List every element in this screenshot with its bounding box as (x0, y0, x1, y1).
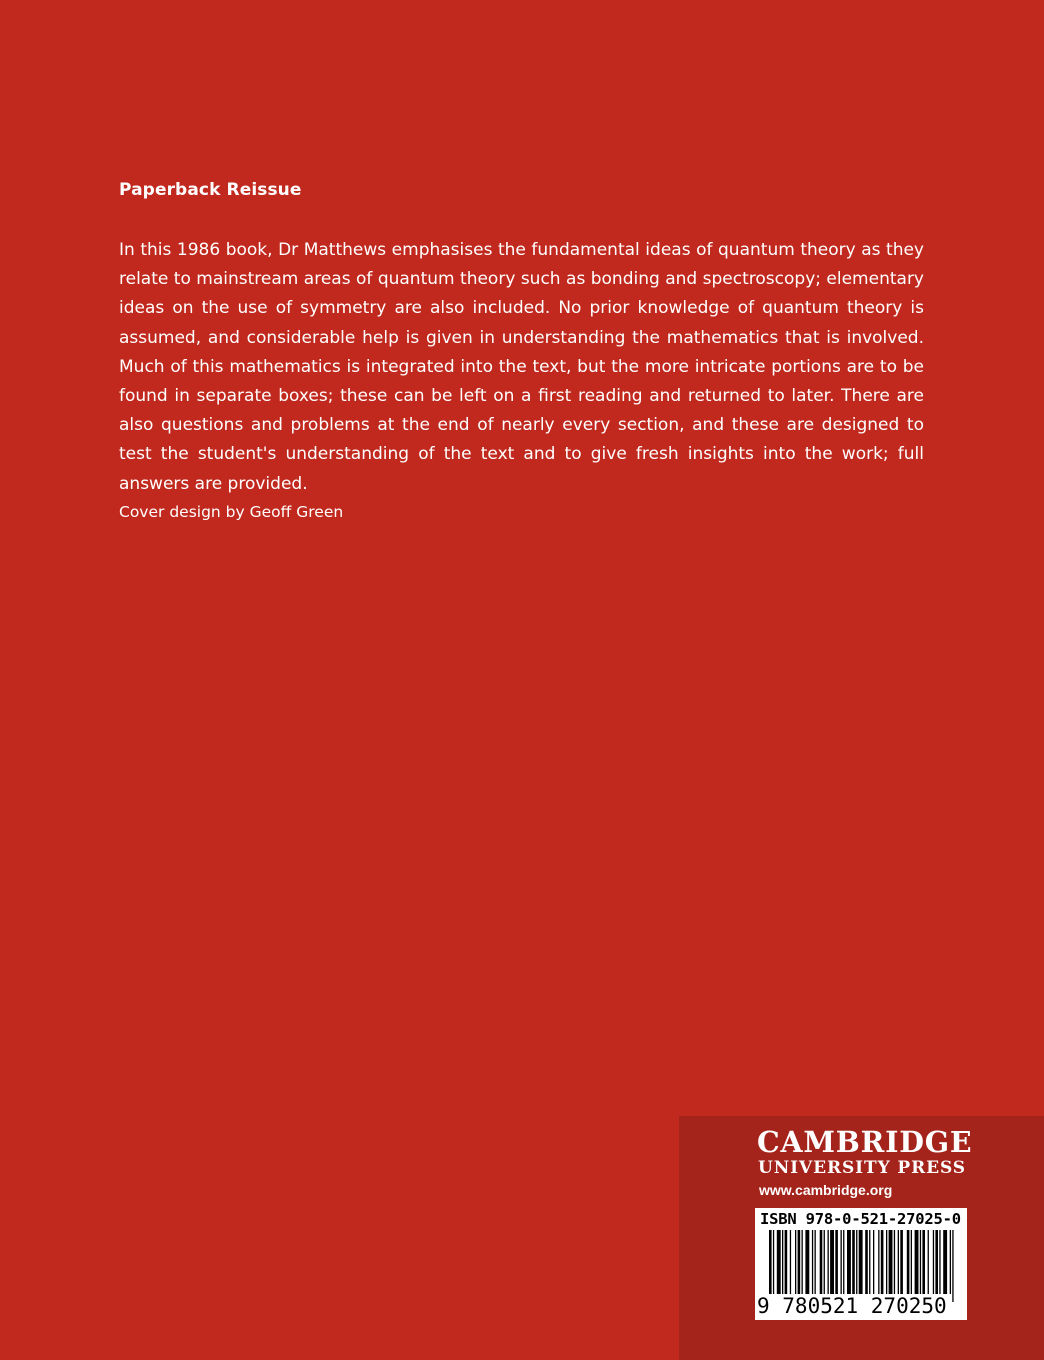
barcode-bar (824, 1230, 825, 1294)
barcode-bar (785, 1230, 788, 1294)
publisher-subtitle: UNIVERSITY PRESS (758, 1158, 966, 1178)
barcode-bar (889, 1230, 893, 1294)
barcode-bar (802, 1230, 803, 1294)
barcode-bar (830, 1230, 834, 1294)
barcode-bar (852, 1230, 855, 1294)
barcode-bar (935, 1230, 938, 1294)
barcode-bar (915, 1230, 919, 1294)
isbn-barcode (755, 1208, 967, 1320)
barcode-bar (928, 1230, 929, 1294)
barcode-bar (900, 1230, 903, 1294)
cover-design-credit: Cover design by Geoff Green (119, 503, 344, 521)
isbn-label: ISBN 978-0-521-27025-0 (760, 1210, 961, 1228)
barcode-bar (795, 1230, 796, 1294)
barcode-bar (782, 1230, 783, 1294)
barcode-bar (869, 1230, 870, 1294)
barcode-bar (856, 1230, 857, 1294)
barcode-bar (933, 1230, 934, 1294)
barcode-bar (859, 1230, 863, 1294)
barcode-bar (920, 1230, 921, 1294)
barcode-bar (773, 1230, 774, 1302)
barcode-bar (828, 1230, 829, 1294)
barcode-bar (894, 1230, 895, 1294)
barcode-bar (939, 1230, 940, 1294)
reissue-heading: Paperback Reissue (119, 180, 302, 200)
barcode-bar (898, 1230, 899, 1302)
barcode-bar (815, 1230, 816, 1294)
barcode-bar (911, 1230, 912, 1294)
barcode-bar (777, 1230, 781, 1294)
barcode-bar (881, 1230, 884, 1294)
book-description: In this 1986 book, Dr Matthews emphasises the fundamental ideas of quantum theory as they relate to mainstream areas of quantum theory such as bonding and spectroscopy; elementary ideas on the use of symmetry are also included. No prior knowledge of quantum theory is assumed, and considerable help is given in understanding the mathematics that is involved. Much of this mathematics is integrated into the text, but the more intricate portions are to be found in separate boxes; these can be left on a first reading and returned to later. There are also questions and problems at the end of nearly every section, and these are designed to test the student's understanding of the text and to give fresh insights into the work; full answers are provided. (119, 240, 924, 494)
barcode-bar (878, 1230, 879, 1294)
publisher-url: www.cambridge.org (759, 1182, 893, 1198)
barcode-bar (790, 1230, 791, 1294)
publisher-panel (679, 1116, 1044, 1360)
barcode-bar (943, 1230, 947, 1294)
barcode-bar (950, 1230, 951, 1294)
barcode-bar (841, 1230, 842, 1294)
barcode-bar (952, 1230, 953, 1302)
barcode-bar (769, 1230, 772, 1302)
barcode-bar (843, 1230, 844, 1294)
barcode-bar (805, 1230, 809, 1294)
barcode-bar (907, 1230, 910, 1294)
barcode-bar (798, 1230, 801, 1294)
barcode-bar (847, 1230, 851, 1294)
publisher-name: CAMBRIDGE (757, 1125, 973, 1159)
barcode-bar (873, 1230, 874, 1294)
barcode-bar (835, 1230, 838, 1294)
barcode-digits: 9 780521 270250 (757, 1294, 947, 1318)
barcode-bar (865, 1230, 868, 1294)
barcode-bar (812, 1230, 813, 1294)
barcode-bar (922, 1230, 925, 1294)
barcode-bar (820, 1230, 823, 1294)
barcode-bar (886, 1230, 887, 1294)
